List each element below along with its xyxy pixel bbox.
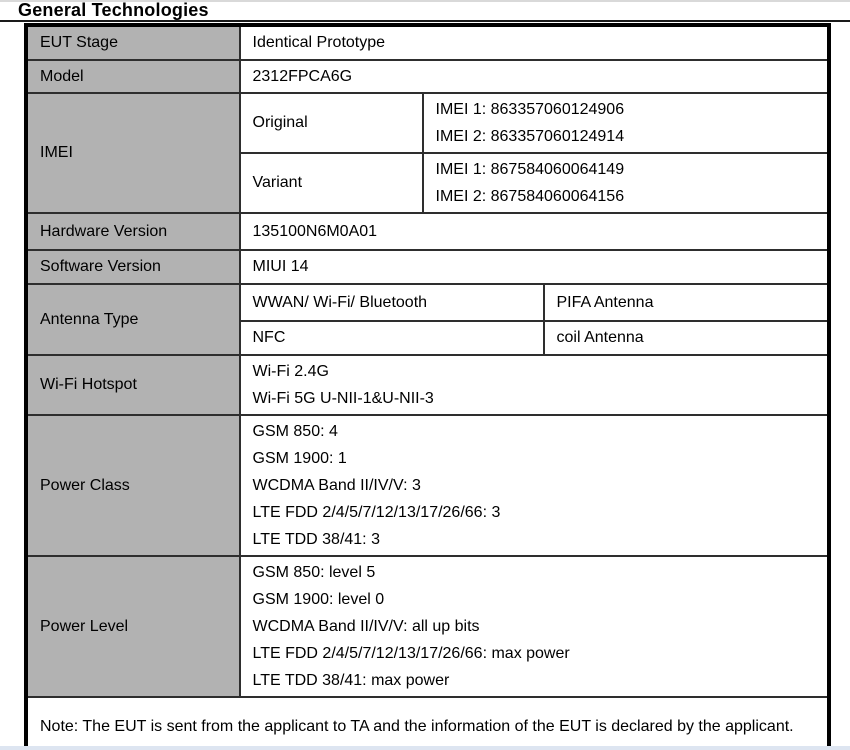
antenna-type-label: Antenna Type <box>27 284 240 355</box>
eut-stage-label: EUT Stage <box>27 26 240 60</box>
wifi-hotspot-line1: Wi-Fi 2.4G <box>252 362 329 380</box>
wifi-hotspot-line2: Wi-Fi 5G U-NII-1&U-NII-3 <box>252 389 434 407</box>
antenna-nfc-tech: NFC <box>240 321 544 355</box>
hardware-version-value: 135100N6M0A01 <box>240 213 829 250</box>
title-underline <box>0 20 850 22</box>
imei-original-label: Original <box>240 93 423 153</box>
table-row-model <box>27 60 829 93</box>
antenna-wwan-tech: WWAN/ Wi-Fi/ Bluetooth <box>240 284 544 321</box>
eut-stage-value: Identical Prototype <box>240 26 829 60</box>
software-version-label: Software Version <box>27 250 240 284</box>
page-title: General Technologies <box>18 0 209 20</box>
table-row-wifi-hotspot <box>27 355 829 415</box>
table-row-hardware-version <box>27 213 829 250</box>
imei-variant-line2: IMEI 2: 867584060064156 <box>435 187 625 205</box>
hardware-version-label: Hardware Version <box>27 213 240 250</box>
table-row-antenna-wwan <box>27 284 829 321</box>
imei-original-line2: IMEI 2: 863357060124914 <box>435 127 625 145</box>
table-row-note <box>27 697 829 750</box>
imei-variant-line1: IMEI 1: 867584060064149 <box>435 160 625 178</box>
antenna-wwan-value: PIFA Antenna <box>544 284 829 321</box>
power-level-label: Power Level <box>27 556 240 697</box>
model-label: Model <box>27 60 240 93</box>
wifi-hotspot-label: Wi-Fi Hotspot <box>27 355 240 415</box>
table-row-power-level <box>27 556 829 697</box>
power-class-label: Power Class <box>27 415 240 556</box>
table-row-power-class <box>27 415 829 556</box>
imei-original-values <box>423 93 829 153</box>
power-class-value <box>240 415 829 556</box>
table-row-eut-stage <box>27 26 829 60</box>
power-level-line4: LTE FDD 2/4/5/7/12/13/17/26/66: max power <box>252 644 570 662</box>
imei-variant-label: Variant <box>240 153 423 213</box>
note-text: Note: The EUT is sent from the applicant to TA and the information of the EUT is declared by the applicant. <box>27 697 829 750</box>
imei-variant-values <box>423 153 829 213</box>
wifi-hotspot-value <box>240 355 829 415</box>
power-class-line1: GSM 850: 4 <box>252 422 338 440</box>
power-level-line3: WCDMA Band II/IV/V: all up bits <box>252 617 480 635</box>
model-value: 2312FPCA6G <box>240 60 829 93</box>
power-level-value <box>240 556 829 697</box>
imei-original-line1: IMEI 1: 863357060124906 <box>435 100 625 118</box>
power-class-line3: WCDMA Band II/IV/V: 3 <box>252 476 421 494</box>
table-row-imei-original <box>27 93 829 153</box>
general-technologies-table <box>25 24 830 750</box>
page-bottom-edge <box>0 746 850 750</box>
antenna-nfc-value: coil Antenna <box>544 321 829 355</box>
power-level-line2: GSM 1900: level 0 <box>252 590 385 608</box>
power-class-line4: LTE FDD 2/4/5/7/12/13/17/26/66: 3 <box>252 503 501 521</box>
table-row-software-version <box>27 250 829 284</box>
power-level-line5: LTE TDD 38/41: max power <box>252 671 450 689</box>
power-class-line5: LTE TDD 38/41: 3 <box>252 530 380 548</box>
software-version-value: MIUI 14 <box>240 250 829 284</box>
imei-label: IMEI <box>27 93 240 213</box>
power-level-line1: GSM 850: level 5 <box>252 563 376 581</box>
power-class-line2: GSM 1900: 1 <box>252 449 347 467</box>
